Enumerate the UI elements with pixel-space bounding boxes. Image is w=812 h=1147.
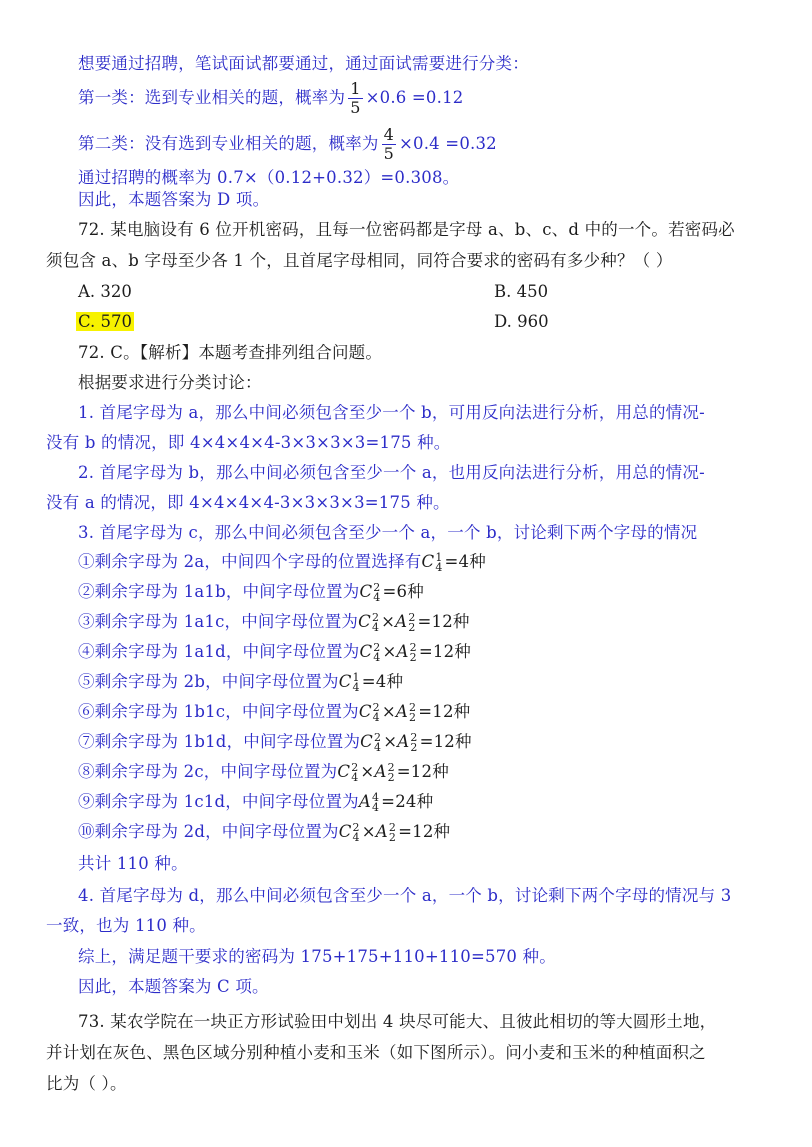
sub-item-7: ⑦剩余字母为 1b1d，中间字母位置为C 2 4 ×A 2 2 =12种 — [78, 731, 472, 754]
sub-item-2: ②剩余字母为 1a1b，中间字母位置为C 2 4 =6种 — [78, 581, 424, 604]
formula-c42: C 2 4 — [359, 581, 381, 604]
fraction-four-fifths: $\frac{4}{5}$ — [383, 125, 394, 163]
intro-line-5: 因此，本题答案为 D 项。 — [78, 190, 270, 209]
q73-stem-line-3: 比为（ ）。 — [46, 1074, 127, 1093]
intro-line-1: 想要通过招聘，笔试面试都要通过，通过面试需要进行分类： — [78, 54, 529, 73]
analysis-title: 72. C。【解析】本题考查排列组合问题。 — [78, 343, 383, 362]
case-3-total: 共计 110 种。 — [78, 854, 188, 873]
case-1-line-2: 没有 b 的情况，即 4×4×4×4-3×3×3×3=175 种。 — [46, 433, 451, 452]
q73-stem-line-1: 73. 某农学院在一块正方形试验田中划出 4 块尽可能大、且彼此相切的等大圆形土地， — [78, 1012, 717, 1031]
case-4-line-2: 一致，也为 110 种。 — [46, 916, 206, 935]
case-2-line-1: 2. 首尾字母为 b，那么中间必须包含至少一个 a，也用反向法进行分析，用总的情况- — [78, 463, 705, 482]
formula-c41: C 1 4 — [421, 551, 443, 574]
q72-stem-line-1: 72. 某电脑设有 6 位开机密码，且每一位密码都是字母 a、b、c、d 中的一个。若密码必 — [78, 220, 735, 239]
sub-item-8: ⑧剩余字母为 2c，中间字母位置为C 2 4 ×A 2 2 =12种 — [78, 761, 449, 784]
analysis-intro: 根据要求进行分类讨论： — [78, 373, 262, 392]
intro-line-3-tail: ×0.4 =0.32 — [399, 134, 497, 153]
intro-line-3-text: 第二类：没有选到专业相关的题，概率为 — [78, 134, 379, 153]
q72-option-c — [76, 311, 134, 333]
sub-item-10: ⑩剩余字母为 2d，中间字母位置为C 2 4 ×A 2 2 =12种 — [78, 821, 451, 844]
formula-c42-a22: C 2 4 ×A 2 2 — [337, 761, 395, 784]
formula-c42-a22: C 2 4 ×A 2 2 — [358, 701, 417, 724]
q73-stem-line-2: 并计划在灰色、黑色区域分别种植小麦和玉米（如下图所示）。问小麦和玉米的种植面积之 — [46, 1043, 706, 1062]
intro-line-3 — [78, 124, 497, 164]
q72-stem-line-2: 须包含 a、b 字母至少各 1 个，且首尾字母相同，同符合要求的密码有多少种？（ ） — [46, 251, 673, 270]
formula-a44: A 4 4 — [358, 791, 380, 814]
q72-option-b: B. 450 — [494, 282, 549, 301]
case-2-line-2: 没有 a 的情况，即 4×4×4×4-3×3×3×3=175 种。 — [46, 493, 450, 512]
formula-c42-a22: C 2 4 ×A 2 2 — [358, 611, 416, 634]
q72-option-d: D. 960 — [494, 312, 549, 331]
intro-line-2-tail: ×0.6 =0.12 — [365, 88, 464, 107]
sub-item-1: ①剩余字母为 2a，中间四个字母的位置选择有C 1 4 =4种 — [78, 551, 486, 574]
case-4-line-1: 4. 首尾字母为 d，那么中间必须包含至少一个 a，一个 b，讨论剩下两个字母的情况与 3 — [78, 886, 732, 905]
case-3-line: 3. 首尾字母为 c，那么中间必须包含至少一个 a，一个 b，讨论剩下两个字母的情况 — [78, 523, 698, 542]
sub-item-9: ⑨剩余字母为 1c1d，中间字母位置为A 4 4 =24种 — [78, 791, 434, 814]
analysis-summary: 综上，满足题干要求的密码为 175+175+110+110=570 种。 — [78, 947, 556, 966]
fraction-one-fifth: $\frac{1}{5}$ — [350, 79, 361, 117]
intro-line-2 — [78, 78, 463, 118]
sub-item-5: ⑤剩余字母为 2b，中间字母位置为C 1 4 =4种 — [78, 671, 404, 694]
formula-c42-a22: C 2 4 ×A 2 2 — [359, 641, 417, 664]
case-1-line-1: 1. 首尾字母为 a，那么中间必须包含至少一个 b，可用反向法进行分析，用总的情况- — [78, 403, 705, 422]
intro-line-2-text: 第一类：选到专业相关的题，概率为 — [78, 88, 346, 107]
q72-option-c-highlight: C. 570 — [78, 312, 133, 331]
sub-item-4: ④剩余字母为 1a1d，中间字母位置为C 2 4 ×A 2 2 =12种 — [78, 641, 471, 664]
sub-item-3: ③剩余字母为 1a1c，中间字母位置为C 2 4 ×A 2 2 =12种 — [78, 611, 470, 634]
q72-option-a: A. 320 — [78, 282, 132, 301]
sub-item-6: ⑥剩余字母为 1b1c，中间字母位置为C 2 4 ×A 2 2 =12种 — [78, 701, 471, 724]
formula-c41: C 1 4 — [338, 671, 360, 694]
intro-line-4: 通过招聘的概率为 0.7×（0.12+0.32）=0.308。 — [78, 168, 460, 187]
analysis-answer: 因此，本题答案为 C 项。 — [78, 977, 269, 996]
formula-c42-a22: C 2 4 ×A 2 2 — [360, 731, 418, 754]
formula-c42-a22: C 2 4 ×A 2 2 — [338, 821, 397, 844]
